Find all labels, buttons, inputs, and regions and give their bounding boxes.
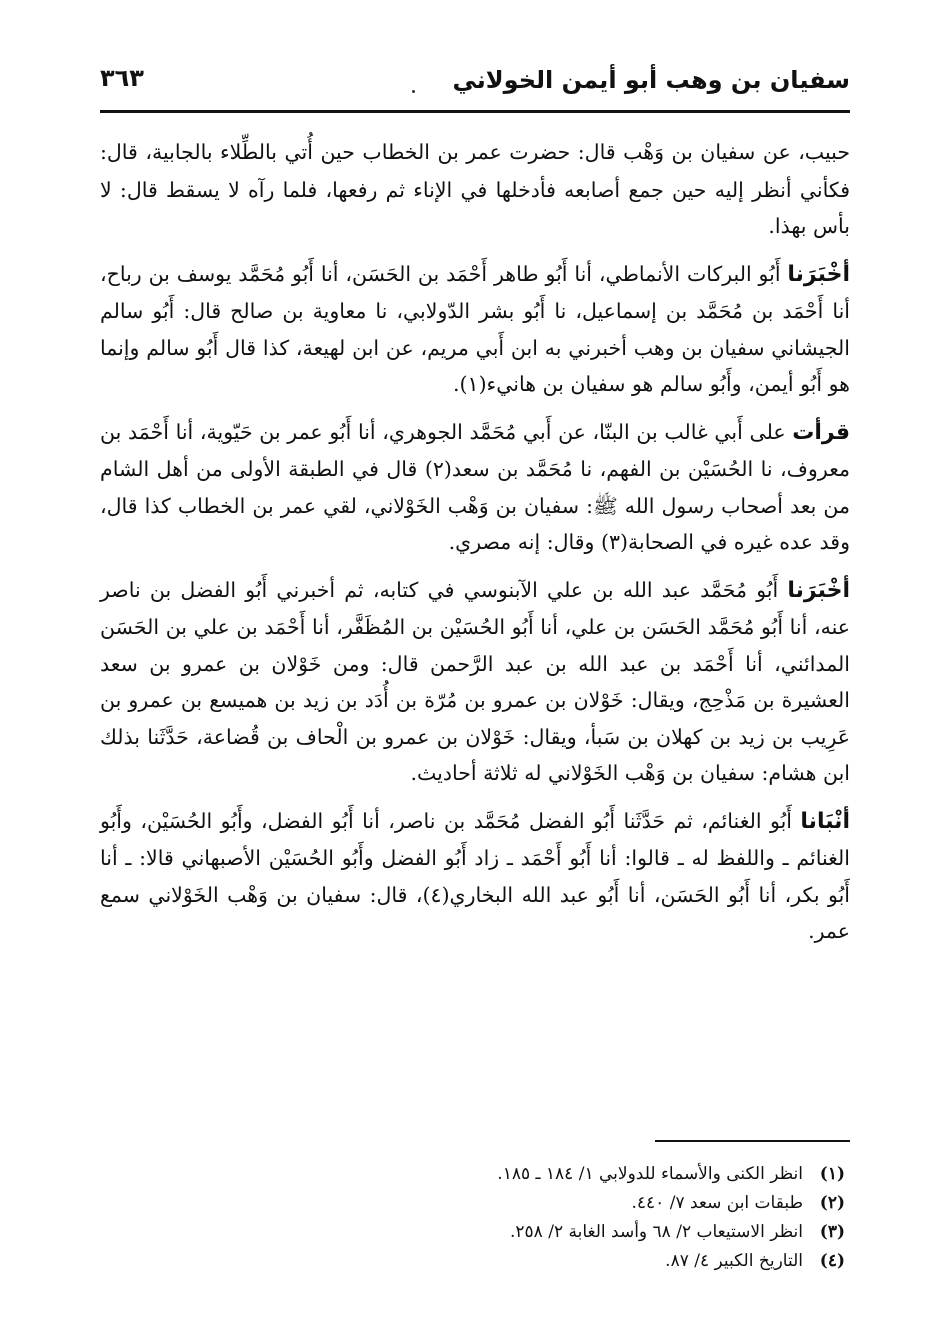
paragraph-text: أَبُو البركات الأنماطي، أنا أَبُو طاهر أَحْمَد بن الحَسَن، أنا أَبُو مُحَمَّد يوسف بن رباح، أنا أَحْمَد بن مُحَمَّد بن إسماعيل، نا أَبُو بشر الدّولابي، نا معاوية بن صالح قال: أَبُو سالم الجيشاني سفيان بن وهب أخبرني به ابن أَبي مريم، عن ابن لهيعة، كذا قال أَبُو سالم وإنما هو أَبُو أيمن، وأَبُو سالم هو سفيان بن هانيء(١). xyxy=(100,261,850,396)
footnote-number: (٢) xyxy=(819,1193,845,1213)
paragraph-text: حبيب، عن سفيان بن وَهْب قال: حضرت عمر بن الخطاب حين أُتي بالطِّلاء بالجابية، قال: فكأني أنظر إليه حين جمع أصابعه فأدخلها في الإناء ثم رفعها، فلما رآه لا يسقط قال: لا بأس بهذا. xyxy=(100,140,850,238)
footnotes xyxy=(300,1160,845,1276)
paragraph-2 xyxy=(100,256,850,403)
footnote xyxy=(300,1160,845,1189)
main-text xyxy=(100,134,850,961)
footnote-text: انظر الاستيعاب ٢/ ٦٨ وأسد الغابة ٢/ ٢٥٨. xyxy=(510,1222,803,1242)
footnote-number: (٣) xyxy=(819,1222,845,1242)
footnote-number: (١) xyxy=(819,1164,845,1184)
ink-speck xyxy=(412,90,415,93)
running-header xyxy=(100,62,850,110)
footnote-text: التاريخ الكبير ٤/ ٨٧. xyxy=(665,1251,803,1271)
paragraph-lead: أنْبَانا xyxy=(800,808,850,834)
paragraph-lead: أخْبَرَنا xyxy=(787,261,850,287)
footnote-text: انظر الكنى والأسماء للدولابي ١/ ١٨٤ ـ ١٨٥. xyxy=(497,1164,803,1184)
footnote-text: طبقات ابن سعد ٧/ ٤٤٠. xyxy=(631,1193,803,1213)
paragraph-text: على أَبي غالب بن البنّا، عن أَبي مُحَمَّد الجوهري، أنا أَبُو عمر بن حَيّوية، أنا أَحْمَد بن معروف، نا الحُسَيْن بن الفهم، نا مُحَمَّد بن سعد(٢) قال في الطبقة الأولى من أهل الشام من بعد أصحاب رسول الله ﷺ: سفيان بن وَهْب الخَوْلاني، لقي عمر بن الخطاب كذا قال، وقد عده غيره في الصحابة(٣) وقال: إنه مصري. xyxy=(100,419,850,554)
header-rule xyxy=(100,110,850,113)
paragraph-lead: أخْبَرَنا xyxy=(787,577,850,603)
paragraph-3 xyxy=(100,414,850,561)
paragraph-text: أَبُو مُحَمَّد عبد الله بن علي الآبنوسي في كتابه، ثم أخبرني أَبُو الفضل بن ناصر عنه، أنا أَبُو مُحَمَّد الحَسَن بن علي، أنا أَبُو الحُسَيْن بن المُظَفَّر، أنا أَحْمَد بن علي بن الحَسَن المدائني، أنا أَحْمَد بن عبد الله بن عبد الرَّحمن قال: ومن خَوْلان بن عمرو بن سعد العشيرة بن مَذْحِج، ويقال: خَوْلان بن عمرو بن مُرّة بن أُدَد بن زيد بن هميسع بن عمرو بن عَرِيب بن زيد بن كهلان بن سَبأ، ويقال: خَوْلان بن عمرو بن الْحاف بن قُضاعة، حَدَّثَنا بذلك ابن هشام: سفيان بن وَهْب الخَوْلاني له ثلاثة أحاديث. xyxy=(100,577,850,785)
header-title: سفيان بن وهب أبو أيمن الخولاني xyxy=(452,66,850,94)
page-number: ٣٦٣ xyxy=(100,64,144,92)
footnote xyxy=(300,1218,845,1247)
footnote xyxy=(300,1247,845,1276)
footnote-number: (٤) xyxy=(819,1251,845,1271)
paragraph-lead: قرأت xyxy=(792,419,850,445)
footnote xyxy=(300,1189,845,1218)
paragraph-4 xyxy=(100,572,850,792)
footnote-rule xyxy=(655,1140,850,1142)
paragraph-5 xyxy=(100,803,850,950)
paragraph-1 xyxy=(100,134,850,245)
paragraph-text: أَبُو الغنائم، ثم حَدَّثَنا أَبُو الفضل مُحَمَّد بن ناصر، أنا أَبُو الفضل، وأَبُو الحُسَيْن، وأَبُو الغنائم ـ واللفظ له ـ قالوا: أنا أَبُو أَحْمَد ـ زاد أَبُو الفضل وأَبُو الحُسَيْن الأصبهاني قالا: ـ أنا أَبُو بكر، أنا أَبُو الحَسَن، أنا أَبُو عبد الله البخاري(٤)، قال: سفيان بن وَهْب الخَوْلاني سمع عمر. xyxy=(100,808,850,943)
